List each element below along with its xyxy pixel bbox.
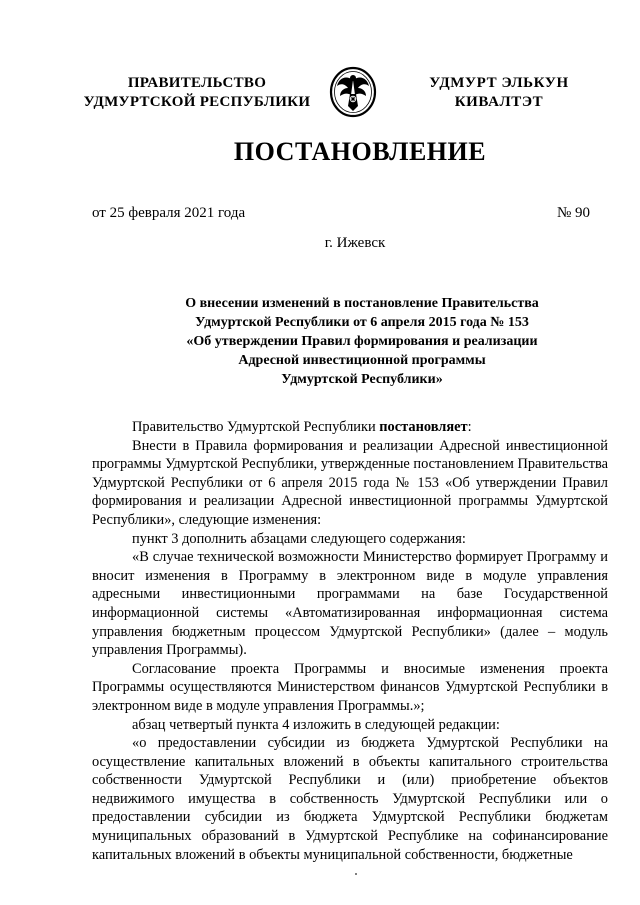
body-paragraph: «В случае технической возможности Министерство формирует Программу и вносит изменения в Программу в электронном виде в модуле управления адресными инвестиционными программами на базе Государственной информационной системы «Автоматизированная информационная система управления бюджетным процессом Удмуртской Республики» (далее – модуль управления Программы).: [92, 549, 608, 659]
issuer-name-udmurt: [414, 74, 584, 112]
subject-line: «Об утверждении Правил формирования и реализации: [186, 334, 538, 349]
issuer-udmurt-line-1: УДМУРТ ЭЛЬКУН: [429, 75, 569, 91]
decree-keyword: постановляет: [379, 419, 468, 435]
document-city: г. Ижевск: [324, 235, 386, 251]
issuer-name-russian: [78, 74, 316, 112]
subject-line: Адресной инвестиционной программы: [238, 353, 486, 368]
scan-speck: [355, 873, 357, 875]
body-paragraph: абзац четвертый пункта 4 изложить в следующей редакции:: [132, 716, 500, 733]
body-paragraph: Внести в Правила формирования и реализации Адресной инвестиционной программы Удмуртской Республики, утвержденные постановлением Правительства Удмуртской Республики от 6 апреля 2015 года № 153 «Об утверждении Правил формирования и реализации Адресной инвестиционной программы Удмуртской Республики», следующие изменения:: [92, 437, 608, 528]
subject-line: Удмуртской Республики»: [281, 372, 443, 387]
document-subject: [130, 294, 594, 389]
issuer-line-1: ПРАВИТЕЛЬСТВО: [127, 75, 267, 91]
document-date: от 25 февраля 2021 года: [92, 205, 246, 221]
udmurt-coat-of-arms-icon: [329, 66, 377, 118]
document-number: № 90: [556, 205, 590, 221]
body-paragraph: Согласование проекта Программы и вносимые изменения проекта Программы осуществляются Министерством финансов Удмуртской Республики в электронном виде в модуле управления Программы.»;: [92, 660, 608, 714]
subject-line: Удмуртской Республики от 6 апреля 2015 года № 153: [195, 315, 529, 330]
subject-line: О внесении изменений в постановление Правительства: [185, 296, 539, 311]
issuer-udmurt-line-2: КИВАЛТЭТ: [454, 94, 544, 110]
issuer-line-2: УДМУРТСКОЙ РЕСПУБЛИКИ: [83, 94, 311, 110]
document-title: ПОСТАНОВЛЕНИЕ: [233, 137, 487, 166]
body-paragraph: пункт 3 дополнить абзацами следующего содержания:: [132, 530, 466, 547]
body-paragraph: «о предоставлении субсидии из бюджета Удмуртской Республики на осуществление капитальных вложений в объекты капитального строительства собственности Удмуртской Республики и (или) приобретение объектов недвижимого имущества в собственность Удмуртской Республики или о предоставлении субсидии из бюджета Удмуртской Республики бюджетам муниципальных образований в Удмуртской Республике на софинансирование капитальных вложений в объекты муниципальной собственности, бюджетные: [92, 735, 608, 863]
decree-suffix: :: [467, 419, 472, 435]
body-paragraph-decree: [92, 418, 608, 437]
document-body: [92, 418, 608, 864]
decree-prefix: Правительство Удмуртской Республики: [132, 419, 380, 435]
